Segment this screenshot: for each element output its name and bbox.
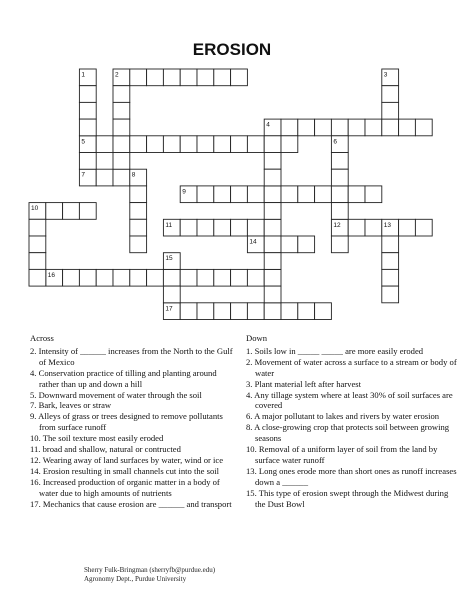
grid-cell[interactable] — [365, 219, 382, 236]
clue-number: 10. — [30, 433, 43, 444]
grid-cell[interactable] — [281, 186, 298, 203]
grid-cell[interactable] — [130, 269, 147, 286]
across-clue — [30, 346, 235, 368]
grid-cell[interactable] — [96, 169, 113, 186]
clue-number: 7. — [30, 400, 39, 411]
grid-cell[interactable] — [399, 219, 416, 236]
grid-cell[interactable] — [382, 269, 399, 286]
down-clues — [246, 333, 458, 510]
clue-number: 5. — [30, 389, 39, 400]
grid-cell[interactable] — [281, 303, 298, 320]
grid-cell[interactable] — [163, 269, 180, 286]
grid-cell[interactable] — [113, 169, 130, 186]
down-clue — [246, 357, 458, 379]
grid-cell[interactable] — [113, 119, 130, 136]
clue-number: 4. — [30, 367, 39, 378]
grid-cell[interactable] — [281, 236, 298, 253]
grid-cell[interactable] — [214, 69, 231, 86]
clue-text: Any tillage system where at least 30% of soil surfaces are covered — [254, 389, 453, 411]
grid-cell[interactable] — [247, 186, 264, 203]
grid-cell[interactable] — [382, 86, 399, 103]
grid-cell[interactable] — [147, 136, 164, 153]
grid-cell[interactable] — [298, 119, 315, 136]
across-clue — [30, 400, 235, 411]
down-clue-list — [246, 346, 458, 510]
across-clue — [30, 444, 235, 455]
clue-number: 15. — [246, 487, 259, 498]
across-clue — [30, 368, 235, 390]
across-clue — [30, 411, 235, 433]
down-clue — [246, 444, 458, 466]
clue-text: Alleys of grass or trees designed to remove pollutants from surface runoff — [38, 411, 223, 433]
grid-cell-number: 11 — [165, 221, 173, 229]
grid-cell[interactable] — [399, 119, 416, 136]
grid-cell[interactable] — [79, 102, 96, 119]
clue-number: 16. — [30, 476, 43, 487]
clue-number: 4. — [246, 389, 255, 400]
grid-cell[interactable] — [264, 203, 281, 220]
grid-cell[interactable] — [197, 136, 214, 153]
grid-cell[interactable] — [264, 286, 281, 303]
author-credit — [84, 566, 215, 584]
grid-cell[interactable] — [231, 69, 248, 86]
grid-cell[interactable] — [147, 69, 164, 86]
author-credit-line: Sherry Fulk-Bringman (sherryfb@purdue.edu) — [84, 566, 216, 574]
grid-cell[interactable] — [247, 303, 264, 320]
clue-number: 8. — [246, 422, 255, 433]
grid-cell[interactable] — [382, 236, 399, 253]
grid-cell[interactable] — [298, 236, 315, 253]
clue-number: 1. — [246, 345, 255, 356]
grid-cell[interactable] — [163, 69, 180, 86]
clue-text: broad and shallow, natural or contructed — [42, 444, 181, 455]
grid-cell[interactable] — [130, 236, 147, 253]
grid-cell[interactable] — [130, 69, 147, 86]
grid-cell[interactable] — [163, 136, 180, 153]
down-clue — [246, 379, 458, 390]
grid-cell-number: 14 — [249, 238, 257, 246]
grid-cell[interactable] — [247, 136, 264, 153]
grid-cell[interactable] — [214, 186, 231, 203]
grid-cell[interactable] — [113, 136, 130, 153]
grid-cell[interactable] — [29, 219, 46, 236]
clue-text: Removal of a uniform layer of soil from the land by surface water runoff — [255, 444, 438, 465]
grid-cell[interactable] — [63, 269, 80, 286]
grid-cell[interactable] — [382, 286, 399, 303]
grid-cell[interactable] — [264, 219, 281, 236]
across-clue — [30, 455, 235, 466]
grid-cell[interactable] — [180, 69, 197, 86]
clue-text: Movement of water across a surface to a stream or body of water — [254, 356, 457, 378]
grid-cell-number: 13 — [383, 221, 392, 229]
clue-text: Wearing away of land surfaces by water, wind or ice — [42, 454, 224, 465]
grid-cell[interactable] — [247, 269, 264, 286]
grid-cell[interactable] — [415, 119, 432, 136]
grid-cell[interactable] — [113, 102, 130, 119]
grid-cell[interactable] — [79, 86, 96, 103]
clue-text: Bark, leaves or straw — [38, 400, 112, 411]
grid-cell[interactable] — [96, 269, 113, 286]
grid-cell[interactable] — [348, 186, 365, 203]
across-clue-list — [30, 346, 235, 510]
grid-cell-number: 4 — [266, 121, 270, 129]
grid-cell[interactable] — [315, 186, 332, 203]
clue-text: Long ones erode more than short ones as runoff increases down a ______ — [255, 465, 457, 487]
grid-cell[interactable] — [331, 236, 348, 253]
grid-cell-number: 15 — [165, 255, 173, 263]
clue-number: 11. — [30, 444, 43, 455]
grid-cell[interactable] — [365, 119, 382, 136]
grid-cell[interactable] — [197, 69, 214, 86]
grid-cell[interactable] — [298, 186, 315, 203]
across-clue — [30, 433, 235, 444]
grid-cell[interactable] — [197, 186, 214, 203]
grid-cell-number: 12 — [333, 221, 341, 229]
grid-cell[interactable] — [264, 269, 281, 286]
grid-cell-number: 17 — [165, 305, 173, 313]
clue-text: Intensity of ______ increases from the North to the Gulf of Mexico — [38, 345, 233, 367]
grid-cell[interactable] — [197, 219, 214, 236]
clue-text: Conservation practice of tilling and planting around rather than up and down a hill — [38, 367, 217, 389]
grid-cell[interactable] — [79, 203, 96, 220]
clue-number: 12. — [30, 454, 43, 465]
clue-number: 6. — [246, 411, 255, 422]
grid-cell[interactable] — [382, 253, 399, 270]
grid-cell-number: 10 — [31, 205, 39, 213]
grid-cell[interactable] — [197, 303, 214, 320]
across-clue — [30, 390, 235, 401]
grid-cell-number: 2 — [115, 71, 119, 79]
grid-cell[interactable] — [214, 303, 231, 320]
clue-text: This type of erosion swept through the Midwest during the Dust Bowl — [255, 487, 449, 509]
down-clue — [246, 390, 458, 412]
grid-cell[interactable] — [113, 86, 130, 103]
grid-cell[interactable] — [180, 219, 197, 236]
grid-cell-number: 16 — [47, 271, 56, 279]
grid-cell[interactable] — [214, 219, 231, 236]
grid-cell[interactable] — [331, 169, 348, 186]
clue-number: 2. — [30, 345, 39, 356]
grid-cell[interactable] — [130, 203, 147, 220]
grid-cell[interactable] — [231, 186, 248, 203]
grid-cell[interactable] — [331, 186, 348, 203]
grid-cell-number: 5 — [81, 138, 86, 146]
grid-cell[interactable] — [214, 136, 231, 153]
grid-cell[interactable] — [298, 303, 315, 320]
grid-cell[interactable] — [231, 136, 248, 153]
grid-cell[interactable] — [231, 303, 248, 320]
grid-cell[interactable] — [180, 269, 197, 286]
grid-cell[interactable] — [163, 286, 180, 303]
grid-cell[interactable] — [348, 219, 365, 236]
grid-cell[interactable] — [180, 136, 197, 153]
grid-cell[interactable] — [315, 303, 332, 320]
across-clues — [30, 333, 235, 510]
grid-cell-number: 7 — [81, 171, 86, 179]
grid-cell-number: 1 — [81, 71, 86, 79]
grid-cell[interactable] — [79, 153, 96, 170]
clue-number: 2. — [246, 356, 255, 367]
down-clue — [246, 466, 458, 488]
clue-number: 9. — [30, 411, 39, 422]
grid-cell[interactable] — [281, 119, 298, 136]
grid-cell-number: 9 — [182, 188, 186, 196]
clue-text: Plant material left after harvest — [254, 378, 362, 389]
across-clue — [30, 466, 235, 477]
grid-cell[interactable] — [79, 119, 96, 136]
clue-number: 3. — [246, 378, 255, 389]
clue-text: Downward movement of water through the soil — [38, 389, 202, 400]
clue-text: A major pollutant to lakes and rivers by water erosion — [254, 411, 440, 422]
grid-cell[interactable] — [415, 219, 432, 236]
grid-cell[interactable] — [79, 269, 96, 286]
grid-cell[interactable] — [264, 153, 281, 170]
grid-cell[interactable] — [382, 119, 399, 136]
clue-text: Increased production of organic matter in a body of water due to high amounts of nutrients — [39, 476, 220, 498]
grid-cell[interactable] — [264, 303, 281, 320]
page-title: EROSION — [192, 40, 272, 59]
grid-cell[interactable] — [264, 186, 281, 203]
down-clue — [246, 488, 458, 510]
grid-cell[interactable] — [331, 153, 348, 170]
clue-text: Soils low in _____ _____ are more easily eroded — [254, 345, 424, 356]
down-heading: Down — [246, 333, 268, 343]
grid-cell[interactable] — [264, 236, 281, 253]
clue-text: Mechanics that cause erosion are ______ and transport — [42, 498, 232, 509]
grid-cell[interactable] — [113, 153, 130, 170]
grid-cell[interactable] — [214, 269, 231, 286]
grid-cell[interactable] — [46, 203, 63, 220]
grid-cell[interactable] — [264, 136, 281, 153]
clue-number: 17. — [30, 498, 43, 509]
down-clue — [246, 411, 458, 422]
grid-cell[interactable] — [231, 219, 248, 236]
grid-cell[interactable] — [130, 186, 147, 203]
clue-number: 10. — [246, 444, 259, 455]
grid-cell-number: 3 — [383, 71, 388, 79]
grid-cell[interactable] — [315, 119, 332, 136]
grid-cell[interactable] — [29, 269, 46, 286]
clue-text: A close-growing crop that protects soil between growing seasons — [254, 422, 450, 444]
grid-cell[interactable] — [96, 136, 113, 153]
clue-number: 14. — [30, 465, 43, 476]
grid-cell[interactable] — [130, 219, 147, 236]
grid-cell[interactable] — [331, 203, 348, 220]
grid-cell[interactable] — [264, 169, 281, 186]
across-heading: Across — [30, 333, 54, 343]
grid-cell[interactable] — [231, 269, 248, 286]
grid-cell[interactable] — [382, 102, 399, 119]
grid-cell[interactable] — [63, 203, 80, 220]
grid-cell[interactable] — [281, 136, 298, 153]
clue-text: The soil texture most easily eroded — [42, 433, 164, 444]
grid-cell[interactable] — [197, 269, 214, 286]
down-clue — [246, 422, 458, 444]
grid-cell[interactable] — [113, 269, 130, 286]
author-department-line: Agronomy Dept., Purdue University — [84, 575, 187, 583]
across-clue — [30, 499, 235, 510]
grid-cell-number: 6 — [333, 138, 338, 146]
grid-cell[interactable] — [180, 303, 197, 320]
clue-text: Erosion resulting in small channels cut into the soil — [42, 465, 220, 476]
down-clue — [246, 346, 458, 357]
grid-cell[interactable] — [29, 236, 46, 253]
grid-cell[interactable] — [365, 186, 382, 203]
grid-cell[interactable] — [264, 253, 281, 270]
grid-cell[interactable] — [331, 119, 348, 136]
grid-cell[interactable] — [247, 219, 264, 236]
across-clue — [30, 477, 235, 499]
grid-cell[interactable] — [130, 136, 147, 153]
grid-cell[interactable] — [147, 269, 164, 286]
grid-cell[interactable] — [29, 253, 46, 270]
clue-number: 13. — [246, 465, 259, 476]
grid-cell[interactable] — [348, 119, 365, 136]
grid-cell-number: 8 — [131, 171, 136, 179]
